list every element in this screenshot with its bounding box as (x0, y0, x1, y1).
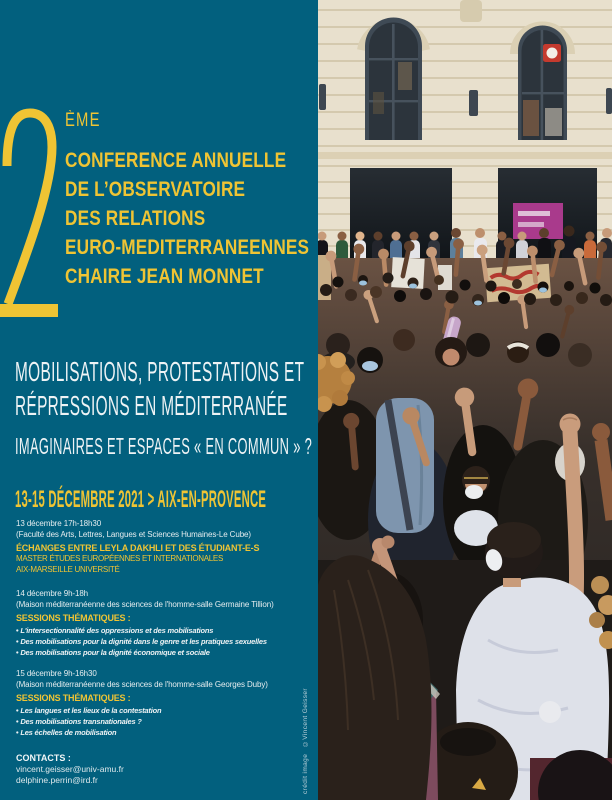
date-location: 13-15 DÉCEMBRE 2021 > AIX-EN-PROVENCE (15, 486, 267, 513)
session-3-topic-1: • Les langues et les lieux de la contestation (16, 706, 306, 717)
title-line-3: DES RELATIONS (65, 206, 206, 230)
arched-window-left (365, 18, 422, 140)
edition-suffix: ÈME (65, 110, 101, 131)
poster-subtitle (15, 355, 304, 422)
session-3-topic-3: • Les échelles de mobilisation (16, 728, 306, 739)
title-line-2: DE L’OBSERVATOIRE (65, 177, 246, 201)
session-2-topic-2: • Des mobilisations pour la dignité dans le genre et les pratiques sexuelles (16, 637, 306, 648)
session-3-venue: (Maison méditerranéenne des sciences de l'homme-salle Georges Duby) (16, 680, 268, 689)
session-2-datetime: 14 décembre 9h-18h (16, 589, 89, 598)
session-1-heading: ÉCHANGES ENTRE LEYLA DAKHLI ET DES ÉTUDIANT-E-S (16, 543, 260, 553)
session-block-2 (16, 588, 306, 658)
edition-numeral (0, 106, 61, 322)
session-block-3 (16, 668, 306, 738)
session-1-datetime: 13 décembre 17h-18h30 (16, 519, 102, 528)
contacts-label: CONTACTS : (16, 753, 71, 763)
session-1-venue: (Faculté des Arts, Lettres, Langues et Sciences Humaines-Le Cube) (16, 530, 251, 539)
subtitle-line-2: RÉPRESSIONS EN MÉDITERRANÉE (15, 389, 288, 421)
session-3-topic-2: • Des mobilisations transnationales ? (16, 717, 306, 728)
session-3-topics (16, 706, 306, 738)
numeral-2-glyph (0, 106, 61, 322)
session-2-topic-1: • L'intersectionnalité des oppressions et des mobilisations (16, 626, 306, 637)
session-2-venue: (Maison méditerranéenne des sciences de l'homme-salle Germaine Tillion) (16, 600, 274, 609)
contacts-block (16, 752, 124, 786)
contact-email-2: delphine.perrin@ird.fr (16, 775, 98, 785)
arched-window-right (518, 26, 567, 141)
protest-photo (318, 0, 612, 800)
poster-title (65, 146, 309, 291)
session-1-subline-2: AIX-MARSEILLE UNIVERSITÉ (16, 564, 120, 574)
photo-credit: crédit image ©Vincent Geisser (302, 688, 309, 794)
session-3-datetime: 15 décembre 9h-16h30 (16, 669, 97, 678)
subtitle-line-1: MOBILISATIONS, PROTESTATIONS ET (15, 356, 305, 387)
session-2-heading: SESSIONS THÉMATIQUES : (16, 613, 131, 623)
session-3-heading: SESSIONS THÉMATIQUES : (16, 693, 131, 703)
session-2-topic-3: • Des mobilisations pour la dignité économique et sociale (16, 648, 306, 659)
contact-email-1: vincent.geisser@univ-amu.fr (16, 764, 124, 774)
title-line-4: EURO-MEDITERRANEENNES (65, 235, 310, 259)
session-2-topics (16, 626, 306, 658)
session-1-subline-1: MASTER ÉTUDES EUROPÉENNES ET INTERNATIONALES (16, 554, 223, 563)
protest-photo-illustration (318, 0, 612, 800)
title-line-5: CHAIRE JEAN MONNET (65, 264, 264, 288)
red-circle-sign (543, 44, 561, 62)
session-block-1 (16, 518, 306, 575)
question-line: IMAGINAIRES ET ESPACES « EN COMMUN » ? (15, 433, 313, 459)
title-line-1: CONFERENCE ANNUELLE (65, 148, 287, 172)
